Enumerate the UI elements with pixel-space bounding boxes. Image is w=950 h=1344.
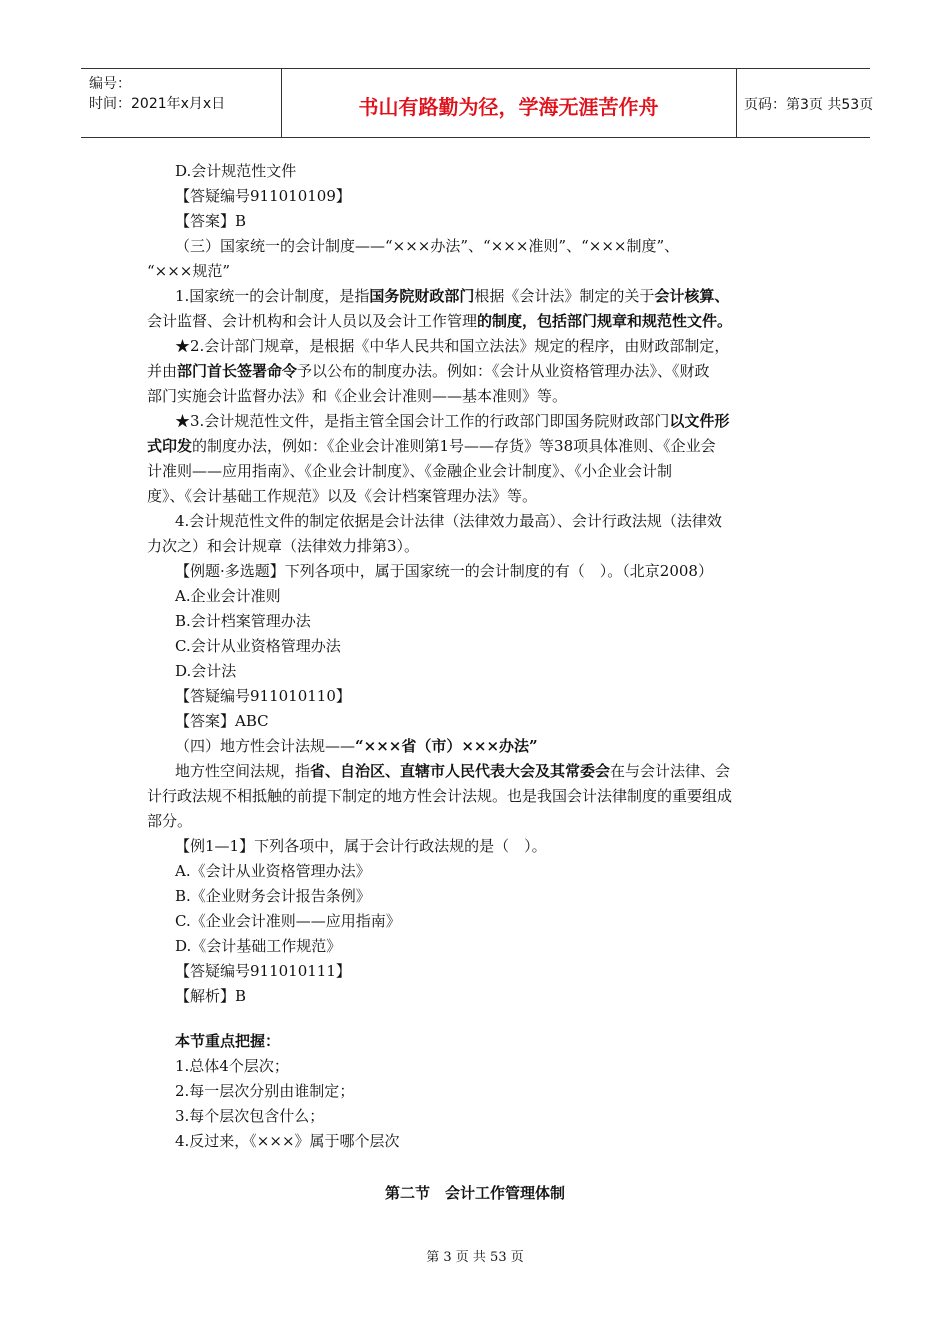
text-line [175,711,269,731]
line-text: 【例1—1】下列各项中，属于会计行政法规的是（ ）。 [175,837,547,855]
bold-text: 省、自治区、直辖市人民代表大会及其常委会 [310,762,611,780]
line-text: C.《企业会计准则——应用指南》 [175,912,401,930]
text-line [175,861,371,881]
line-text: 计准则——应用指南》、《企业会计制度》、《金融企业会计制度》、《小企业会计制 [147,462,673,480]
text-line [147,461,672,481]
text-line [175,586,281,606]
text-line [147,386,567,406]
line-text: 【答疑编号911010111】 [175,962,351,980]
bold-text: 式印发 [147,437,193,455]
text-line [147,786,732,806]
time-label: 时间：2021年x月x日 [89,96,226,112]
line-text: 4.反过来，《×××》属于哪个层次 [175,1132,400,1150]
text-line [175,161,296,181]
line-text: 的制度办法，例如：《企业会计准则第1号——存货》等38项具体准则、《企业会 [192,437,716,455]
line-text: 在与会计法律、会 [610,762,731,780]
bold-text: “×××省（市）×××办法” [355,737,538,755]
line-text: D.会计法 [175,662,237,680]
header-page-cell [736,69,874,137]
line-text: 并由 [147,362,178,380]
text-line [175,511,722,531]
text-line [175,1106,324,1126]
line-text: 计行政法规不相抵触的前提下制定的地方性会计法规。也是我国会计法律制度的重要组成 [147,787,733,805]
line-text: A.企业会计准则 [175,587,281,605]
line-text: D.《会计基础工作规范》 [175,937,342,955]
bold-text: 本节重点把握： [175,1032,281,1050]
line-text: 【答疑编号911010110】 [175,687,351,705]
text-line [175,761,730,781]
line-text: 4.会计规范性文件的制定依据是会计法律（法律效力最高）、会计行政法规（法律效 [175,512,722,530]
text-line [175,411,729,431]
text-line [175,561,713,581]
text-line [175,836,547,856]
bold-text: 以文件形 [669,412,730,430]
bold-text: 部门首长签署命令 [177,362,298,380]
header-motto-cell [281,69,737,137]
line-text: 【解析】B [175,987,247,1005]
line-text: C.会计从业资格管理办法 [175,637,341,655]
page-footer: 第 3 页 共 53 页 [426,1250,524,1265]
header-meta-cell [81,69,282,137]
text-line [147,261,230,281]
line-text: 予以公布的制度办法。例如：《会计从业资格管理办法》、《财政 [297,362,710,380]
text-line [175,611,311,631]
text-line [175,186,351,206]
line-text: 会计监督、会计机构和会计人员以及会计工作管理 [147,312,478,330]
text-line [175,736,538,756]
line-text: 度》、《会计基础工作规范》以及《会计档案管理办法》等。 [147,487,538,505]
text-line [147,536,419,556]
text-line [175,886,371,906]
line-text: 1.总体4个层次； [175,1057,289,1075]
text-line [175,936,341,956]
line-text: B.《企业财务会计报告条例》 [175,887,371,905]
text-line [175,286,729,306]
line-text: 部分。 [147,812,193,830]
line-text: ★2.会计部门规章，是根据《中华人民共和国立法法》规定的程序，由财政部制定， [175,337,730,355]
text-line [147,436,716,456]
text-line [175,236,679,256]
line-text: 力次之）和会计规章（法律效力排第3）。 [147,537,420,555]
text-line [175,986,246,1006]
page-info: 页码：第3页 共53页 [744,97,874,113]
section-title: 第二节 会计工作管理体制 [384,1184,565,1202]
text-line [175,1031,280,1051]
text-line [175,961,351,981]
number-label: 编号： [89,76,131,92]
line-text: 【答案】B [175,212,247,230]
line-text: 根据《会计法》制定的关于 [474,287,655,305]
line-text: B.会计档案管理办法 [175,612,311,630]
text-line [175,911,401,931]
text-line [147,361,710,381]
line-text: 1.国家统一的会计制度，是指 [175,287,370,305]
text-line [175,636,341,656]
line-text: 部门实施会计监督办法》和《企业会计准则——基本准则》等。 [147,387,568,405]
line-text: （四）地方性会计法规—— [175,737,356,755]
line-text: 【答疑编号911010109】 [175,187,351,205]
bold-text: 国务院财政部门 [369,287,475,305]
line-text: 地方性空间法规，指 [175,762,311,780]
text-line [147,486,537,506]
page-header [81,68,874,138]
text-line [175,1081,354,1101]
line-text: D.会计规范性文件 [175,162,297,180]
text-line [147,811,192,831]
line-text: 【例题·多选题】下列各项中，属于国家统一的会计制度的有（ ）。（北京2008） [175,562,713,580]
motto: 书山有路勤为径，学海无涯苦作舟 [358,95,659,119]
text-line [175,686,351,706]
line-text: “×××规范” [147,262,231,280]
text-line [175,336,729,356]
line-text: 3.每个层次包含什么； [175,1107,325,1125]
text-line [175,1056,289,1076]
text-line [175,1131,400,1151]
line-text: 2.每一层次分别由谁制定； [175,1082,355,1100]
bold-text: 会计核算、 [654,287,730,305]
bold-text: 的制度，包括部门规章和规范性文件。 [477,312,733,330]
text-line [175,211,246,231]
text-line [147,311,732,331]
line-text: 【答案】ABC [175,712,269,730]
line-text: A.《会计从业资格管理办法》 [175,862,371,880]
line-text: ★3.会计规范性文件，是指主管全国会计工作的行政部门即国务院财政部门 [175,412,670,430]
text-line [175,661,236,681]
line-text: （三）国家统一的会计制度——“×××办法”、“×××准则”、“×××制度”、 [175,237,680,255]
